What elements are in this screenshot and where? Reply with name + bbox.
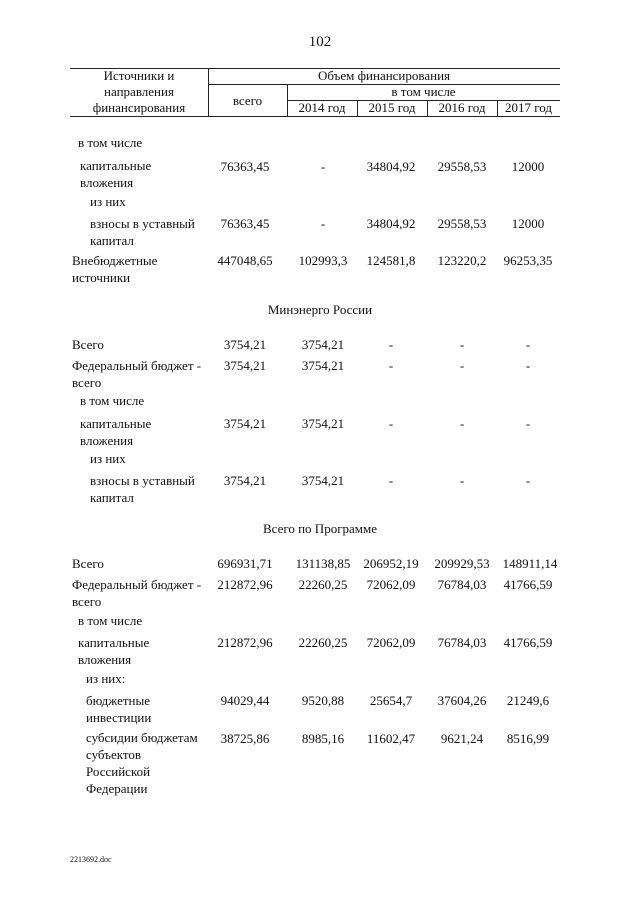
- row-label: Всего: [72, 556, 104, 571]
- page-number: 102: [308, 34, 332, 50]
- value-2016: -: [459, 337, 465, 352]
- value-2014: 9520,88: [301, 693, 345, 708]
- row-label: взносы в уставный капитал: [90, 216, 195, 248]
- value-total: 76363,45: [220, 159, 270, 174]
- value-2016: 76784,03: [437, 577, 487, 592]
- value-total: 696931,71: [217, 556, 273, 571]
- value-2014: 3754,21: [301, 416, 345, 431]
- value-2014: 3754,21: [301, 337, 345, 352]
- value-2017: 21249,6: [506, 693, 550, 708]
- value-2015: -: [388, 358, 394, 373]
- row-label: капитальные вложения: [80, 158, 152, 190]
- value-2014: 3754,21: [301, 358, 345, 373]
- value-2015: 11602,47: [366, 731, 416, 746]
- row-label: в том числе: [80, 393, 145, 408]
- value-2015: 206952,19: [363, 556, 419, 571]
- row-label: Федеральный бюджет - всего: [72, 358, 202, 390]
- value-total: 212872,96: [217, 635, 273, 650]
- section-title-minenergo: Минэнерго России: [267, 302, 373, 317]
- value-2016: 37604,26: [437, 693, 487, 708]
- value-total: 212872,96: [217, 577, 273, 592]
- row-label: из них:: [86, 671, 126, 686]
- value-2017: 41766,59: [503, 635, 553, 650]
- row-label: из них: [90, 194, 126, 209]
- value-2017: -: [525, 473, 531, 488]
- value-total: 447048,65: [217, 253, 273, 268]
- value-2014: 22260,25: [298, 577, 348, 592]
- header-including-label: в том числе: [391, 84, 456, 99]
- header-year-2017: 2017 год: [505, 100, 552, 115]
- header-bottom-rule: [70, 116, 560, 117]
- value-2014: 102993,3: [298, 253, 348, 268]
- value-2015: 25654,7: [369, 693, 413, 708]
- value-2016: 76784,03: [437, 635, 487, 650]
- value-2014: -: [320, 216, 326, 231]
- row-label: в том числе: [78, 135, 143, 150]
- value-total: 3754,21: [223, 416, 267, 431]
- row-label: Федеральный бюджет - всего: [72, 577, 202, 609]
- value-2017: -: [525, 337, 531, 352]
- value-2017: -: [525, 358, 531, 373]
- value-2015: 124581,8: [366, 253, 416, 268]
- value-2017: 148911,14: [502, 556, 558, 571]
- row-label: капитальные вложения: [80, 416, 152, 448]
- value-total: 3754,21: [223, 337, 267, 352]
- value-2016: -: [459, 416, 465, 431]
- header-sources-label: Источники и направления финансирования: [92, 68, 186, 115]
- value-2017: 12000: [511, 216, 545, 231]
- header-total-label: всего: [232, 93, 263, 108]
- value-2015: 72062,09: [366, 577, 416, 592]
- header-year-2014: 2014 год: [298, 100, 346, 115]
- header-year-2016: 2016 год: [438, 100, 486, 115]
- value-2014: 3754,21: [301, 473, 345, 488]
- value-2017: 12000: [511, 159, 545, 174]
- value-2017: 8516,99: [506, 731, 550, 746]
- row-label: капитальные вложения: [78, 635, 150, 667]
- value-total: 3754,21: [223, 473, 267, 488]
- value-2014: -: [320, 159, 326, 174]
- value-2014: 131138,85: [295, 556, 351, 571]
- value-total: 3754,21: [223, 358, 267, 373]
- value-2014: 22260,25: [298, 635, 348, 650]
- row-label: Внебюджетные источники: [72, 253, 158, 285]
- section-title-program-total: Всего по Программе: [262, 521, 378, 536]
- value-2017: 96253,35: [503, 253, 553, 268]
- row-label: Всего: [72, 337, 104, 352]
- value-2016: -: [459, 473, 465, 488]
- value-2015: 72062,09: [366, 635, 416, 650]
- value-2017: -: [525, 416, 531, 431]
- value-2016: 29558,53: [437, 159, 487, 174]
- row-label: взносы в уставный капитал: [90, 473, 195, 505]
- footer-doc-code: 2213692.doc: [70, 855, 112, 864]
- value-total: 94029,44: [220, 693, 270, 708]
- value-2016: 123220,2: [437, 253, 487, 268]
- value-2016: 29558,53: [437, 216, 487, 231]
- header-volume-label: Объем финансирования: [317, 68, 451, 83]
- header-year-2015: 2015 год: [368, 100, 416, 115]
- value-2017: 41766,59: [503, 577, 553, 592]
- value-2015: -: [388, 473, 394, 488]
- row-label: бюджетные инвестиции: [86, 693, 152, 725]
- value-2015: 34804,92: [366, 216, 416, 231]
- value-2015: 34804,92: [366, 159, 416, 174]
- value-total: 38725,86: [220, 731, 270, 746]
- value-2016: -: [459, 358, 465, 373]
- value-2016: 209929,53: [434, 556, 490, 571]
- value-2015: -: [388, 337, 394, 352]
- row-label: из них: [90, 451, 126, 466]
- value-2014: 8985,16: [301, 731, 345, 746]
- value-total: 76363,45: [220, 216, 270, 231]
- row-label: в том числе: [78, 613, 143, 628]
- row-label: субсидии бюджетам субъектов Российской Федерации: [86, 730, 198, 796]
- value-2015: -: [388, 416, 394, 431]
- value-2016: 9621,24: [440, 731, 484, 746]
